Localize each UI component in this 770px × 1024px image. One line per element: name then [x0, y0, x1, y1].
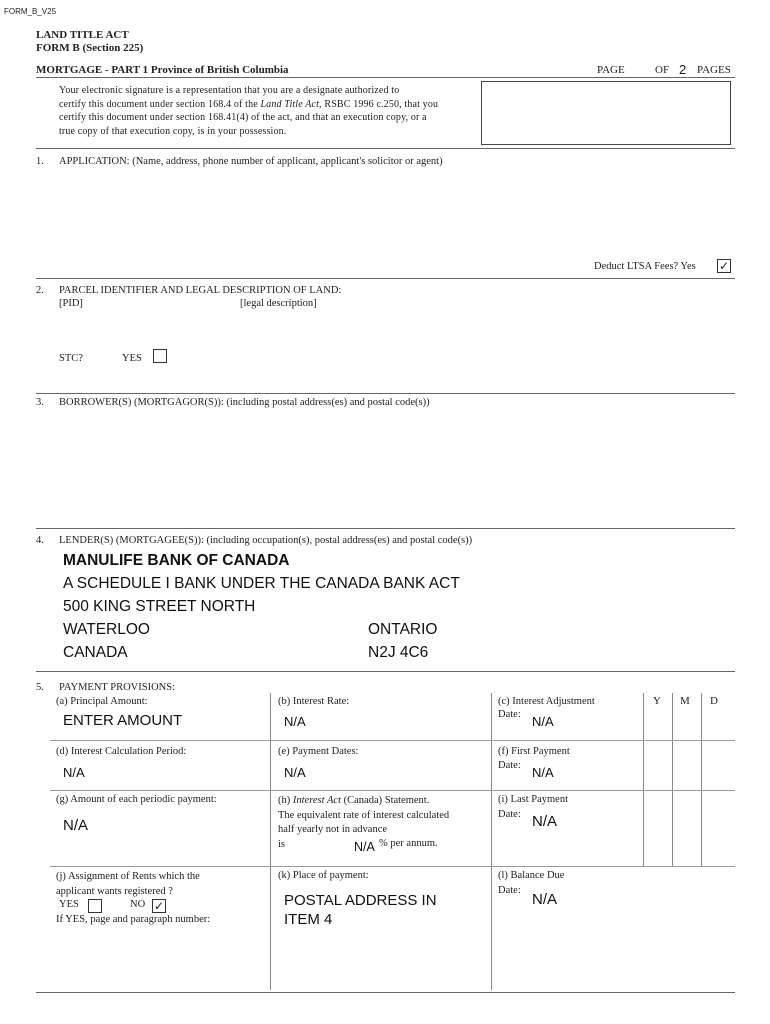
lender-postal: N2J 4C6: [368, 644, 429, 661]
place-of-payment-line1[interactable]: POSTAL ADDRESS IN: [284, 892, 437, 909]
payment-dates-value[interactable]: N/A: [284, 765, 306, 780]
divider-2: [36, 278, 735, 279]
principal-amount-label: (a) Principal Amount:: [56, 696, 148, 707]
rents-page-paragraph-label: If YES, page and paragraph number:: [56, 914, 211, 925]
assignment-rents: [56, 870, 266, 899]
interest-act-is: is: [278, 838, 286, 850]
section-5-title: PAYMENT PROVISIONS:: [59, 682, 176, 693]
section-2-title: PARCEL IDENTIFIER AND LEGAL DESCRIPTION OF LAND:: [59, 285, 342, 296]
rents-yes-checkbox[interactable]: [88, 899, 102, 913]
calc-period-value[interactable]: N/A: [63, 765, 85, 780]
interest-adjustment-date-label: Date:: [498, 709, 521, 720]
last-payment-date-label: Date:: [498, 809, 521, 820]
declaration-act: Land Title Act,: [260, 98, 322, 110]
year-header: Y: [653, 695, 661, 707]
periodic-payment-label: (g) Amount of each periodic payment:: [56, 794, 217, 805]
declaration-line2: [59, 98, 477, 112]
declaration: [59, 84, 477, 138]
grid-line-v5: [701, 693, 702, 867]
lender-name: MANULIFE BANK OF CANADA: [63, 552, 290, 569]
form-title: FORM B (Section 225): [36, 42, 144, 54]
interest-rate-value[interactable]: N/A: [284, 714, 306, 729]
lender-country: CANADA: [63, 644, 128, 661]
total-pages: 2: [679, 62, 687, 77]
act-title: LAND TITLE ACT: [36, 29, 129, 41]
interest-adjustment-value[interactable]: N/A: [532, 714, 554, 729]
page-label: PAGE: [597, 64, 625, 76]
interest-act-line1: [278, 794, 490, 809]
first-payment-label: (f) First Payment: [498, 746, 570, 757]
first-payment-date-label: Date:: [498, 760, 521, 771]
interest-act-prefix: (h): [278, 795, 293, 806]
divider-bottom: [36, 992, 735, 993]
divider-4: [36, 528, 735, 529]
page-title: MORTGAGE - PART 1 Province of British Columbia: [36, 64, 289, 76]
grid-line-h1: [50, 740, 735, 741]
periodic-payment-value[interactable]: N/A: [63, 817, 89, 834]
rents-no-label: NO: [130, 899, 146, 910]
month-header: M: [680, 695, 690, 707]
deduct-fees-label: Deduct LTSA Fees? Yes: [594, 261, 696, 272]
grid-line-v3: [643, 693, 644, 867]
last-payment-label: (i) Last Payment: [498, 794, 568, 805]
equivalent-rate-value[interactable]: N/A: [354, 840, 375, 854]
assignment-rents-line2: applicant wants registered ?: [56, 885, 173, 897]
per-annum-label: % per annum.: [379, 838, 438, 849]
divider-5: [36, 671, 735, 672]
grid-line-h3: [50, 866, 735, 867]
declaration-line3: certify this document under section 168.41(4) of the act, and that an execution copy, or a: [59, 112, 427, 123]
deduct-fees-checkbox[interactable]: ✓: [718, 259, 730, 273]
section-1-title: APPLICATION: (Name, address, phone number of applicant, applicant's solicitor or agent): [59, 156, 443, 167]
rents-no-checkbox[interactable]: ✓: [153, 899, 165, 913]
section-3-number: 3.: [36, 397, 44, 408]
balance-due-value[interactable]: N/A: [532, 891, 558, 908]
grid-line-v4: [672, 693, 673, 867]
section-5-number: 5.: [36, 682, 44, 693]
section-4-number: 4.: [36, 535, 44, 546]
lender-line2: A SCHEDULE I BANK UNDER THE CANADA BANK ACT: [63, 575, 460, 592]
grid-line-h2: [50, 790, 735, 791]
first-payment-value[interactable]: N/A: [532, 765, 554, 780]
principal-amount-value[interactable]: ENTER AMOUNT: [63, 712, 183, 729]
pages-label: PAGES: [697, 64, 731, 76]
declaration-line2b: RSBC 1996 c.250, that you: [321, 98, 439, 110]
divider-1: [36, 148, 735, 149]
pid-label: [PID]: [59, 298, 83, 309]
lender-province: ONTARIO: [368, 621, 438, 638]
of-label: OF: [655, 64, 670, 76]
interest-act-suffix: (Canada) Statement.: [341, 795, 430, 806]
interest-act-line2: The equivalent rate of interest calculated: [278, 809, 450, 821]
divider-3: [36, 393, 735, 394]
grid-line-v2: [491, 693, 492, 990]
declaration-line2a: certify this document under section 168.4 of the: [59, 98, 261, 110]
balance-due-label: (l) Balance Due: [498, 870, 565, 881]
lender-street: 500 KING STREET NORTH: [63, 598, 256, 615]
assignment-rents-line1: (j) Assignment of Rents which the: [56, 871, 200, 882]
section-2-number: 2.: [36, 285, 44, 296]
payment-dates-label: (e) Payment Dates:: [278, 746, 359, 757]
place-of-payment-line2[interactable]: ITEM 4: [284, 911, 333, 928]
stc-yes-checkbox[interactable]: [153, 349, 167, 363]
interest-act-line3: half yearly not in advance: [278, 824, 388, 835]
stc-yes-label: YES: [122, 353, 142, 364]
place-of-payment-label: (k) Place of payment:: [278, 870, 369, 881]
interest-adjustment-label: (c) Interest Adjustment: [498, 696, 595, 707]
section-4-title: LENDER(S) (MORTGAGEE(S)): (including occupation(s), postal address(es) and postal code(s)): [59, 535, 473, 546]
last-payment-value[interactable]: N/A: [532, 813, 558, 830]
interest-act-name: Interest Act: [292, 795, 341, 806]
balance-due-date-label: Date:: [498, 885, 521, 896]
stc-label: STC?: [59, 353, 83, 364]
form-code: FORM_B_V25: [4, 7, 57, 16]
section-1-number: 1.: [36, 156, 44, 167]
interest-rate-label: (b) Interest Rate:: [278, 696, 350, 707]
day-header: D: [710, 695, 718, 707]
section-3-title: BORROWER(S) (MORTGAGOR(S)): (including postal address(es) and postal code(s)): [59, 397, 430, 408]
grid-line-v1: [270, 693, 271, 990]
declaration-line4: true copy of that execution copy, is in your possession.: [59, 125, 287, 137]
legal-description-label: [legal description]: [240, 298, 317, 309]
signature-box[interactable]: [481, 81, 731, 145]
rents-yes-label: YES: [59, 899, 79, 910]
lender-city: WATERLOO: [63, 621, 150, 638]
calc-period-label: (d) Interest Calculation Period:: [56, 746, 187, 757]
declaration-line1: Your electronic signature is a representation that you are a designate authorized to: [59, 85, 400, 96]
header-divider: [36, 77, 735, 78]
